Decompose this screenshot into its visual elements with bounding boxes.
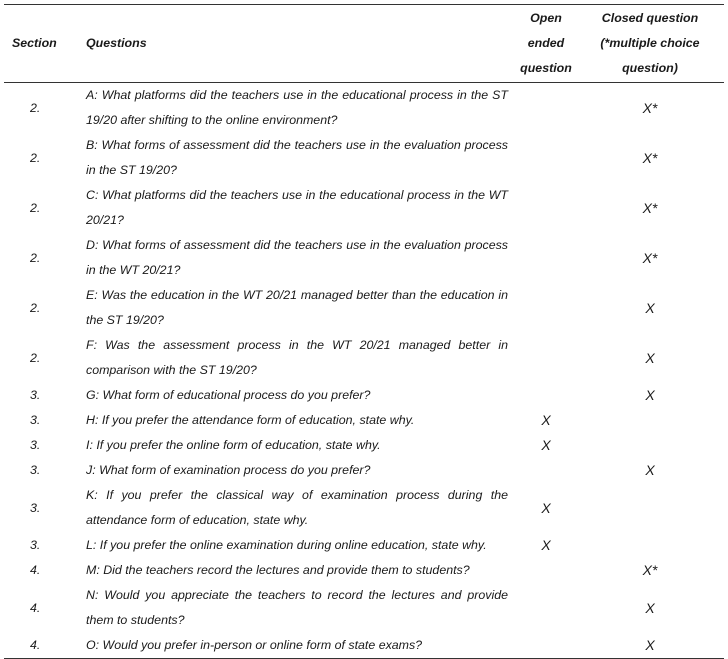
closed-header-line: Closed question [601, 11, 699, 25]
question-cell: B: What forms of assessment did the teachers use in the evaluation process in the ST 19/20? [86, 138, 508, 177]
table-row [4, 83, 724, 134]
open-mark-cell: X [541, 537, 551, 553]
open-mark-cell [516, 133, 576, 183]
closed-mark-cell [576, 433, 724, 458]
table-row [4, 533, 724, 558]
section-cell: 2. [30, 250, 41, 265]
section-cell: 4. [4, 633, 76, 659]
open-mark-cell [516, 558, 576, 583]
section-cell: 3. [30, 538, 41, 552]
question-cell: C: What platforms did the teachers use in the educational process in the WT 20/21? [86, 188, 508, 227]
closed-header-line: (*multiple choice [600, 36, 700, 50]
section-cell: 4. [30, 600, 41, 615]
open-mark-cell [516, 583, 576, 633]
section-cell: 3. [30, 500, 41, 515]
closed-mark-cell: X [576, 633, 724, 659]
table-row [4, 458, 724, 483]
question-cell: J: What form of examination process do you prefer? [86, 463, 371, 477]
question-cell: M: Did the teachers record the lectures and provide them to students? [86, 563, 470, 577]
table-row [4, 433, 724, 458]
closed-question-column-header [576, 5, 724, 83]
closed-mark-cell: X [645, 462, 655, 478]
closed-mark-cell: X* [642, 249, 658, 266]
open-mark-cell: X [541, 499, 551, 516]
table-body [4, 83, 724, 659]
closed-mark-cell: X [645, 599, 655, 616]
table-row [4, 183, 724, 233]
table-row [4, 333, 724, 383]
table-row [4, 483, 724, 533]
question-cell: H: If you prefer the attendance form of education, state why. [86, 413, 415, 427]
open-mark-cell [516, 283, 576, 333]
closed-mark-cell [576, 408, 724, 433]
section-column-header: Section [4, 5, 76, 83]
open-mark-cell: X [541, 412, 551, 428]
section-cell: 3. [30, 388, 41, 402]
open-mark-cell [516, 183, 576, 233]
closed-mark-cell [576, 483, 724, 533]
question-cell: N: Would you appreciate the teachers to record the lectures and provide them to students? [86, 588, 508, 627]
question-cell: D: What forms of assessment did the teachers use in the evaluation process in the WT 20/21? [86, 238, 508, 277]
open-header-line: ended [527, 36, 565, 50]
section-cell: 2. [30, 300, 41, 315]
open-mark-cell [516, 333, 576, 383]
open-mark-cell [516, 383, 576, 408]
question-cell: K: If you prefer the classical way of examination process during the attendance form of education, state why. [86, 488, 508, 527]
section-cell: 2. [30, 350, 41, 365]
table-row [4, 583, 724, 633]
question-cell: E: Was the education in the WT 20/21 managed better than the education in the ST 19/20? [86, 288, 508, 327]
table-row [4, 558, 724, 583]
open-mark-cell [516, 233, 576, 283]
question-cell: O: Would you prefer in-person or online form of state exams? [76, 633, 516, 659]
table-row [4, 383, 724, 408]
closed-header-line: question) [622, 61, 678, 75]
question-cell: G: What form of educational process do you prefer? [86, 388, 371, 402]
section-cell: 4. [30, 563, 41, 577]
open-ended-column-header [516, 5, 576, 83]
table-row [4, 408, 724, 433]
open-mark-cell [516, 458, 576, 483]
open-header-line: Open [530, 11, 562, 25]
closed-mark-cell: X* [642, 149, 658, 166]
closed-mark-cell [576, 533, 724, 558]
survey-questions-table [4, 4, 724, 659]
closed-mark-cell: X [645, 299, 655, 316]
question-cell: L: If you prefer the online examination during online education, state why. [86, 538, 487, 552]
section-cell: 3. [30, 413, 41, 427]
closed-mark-cell: X* [642, 99, 658, 116]
question-cell: A: What platforms did the teachers use in the educational process in the ST 19/20 after shifting to the online environment? [86, 88, 508, 127]
table-row [4, 233, 724, 283]
table-row [4, 283, 724, 333]
closed-mark-cell: X [645, 387, 655, 403]
header-row [4, 5, 724, 83]
question-cell: F: Was the assessment process in the WT 20/21 managed better in comparison with the ST 19/20? [86, 338, 508, 377]
questions-column-header: Questions [76, 5, 516, 83]
section-cell: 2. [30, 100, 41, 115]
table-row [4, 133, 724, 183]
section-cell: 2. [30, 150, 41, 165]
closed-mark-cell: X* [642, 199, 658, 216]
open-mark-cell: X [541, 437, 551, 453]
section-cell: 3. [30, 463, 41, 477]
question-cell: I: If you prefer the online form of education, state why. [86, 438, 381, 452]
section-cell: 2. [30, 200, 41, 215]
closed-mark-cell: X [645, 349, 655, 366]
open-header-line: question [520, 61, 572, 75]
open-mark-cell [516, 83, 576, 134]
table-header [4, 5, 724, 83]
section-cell: 3. [30, 438, 41, 452]
closed-mark-cell: X* [642, 562, 658, 578]
